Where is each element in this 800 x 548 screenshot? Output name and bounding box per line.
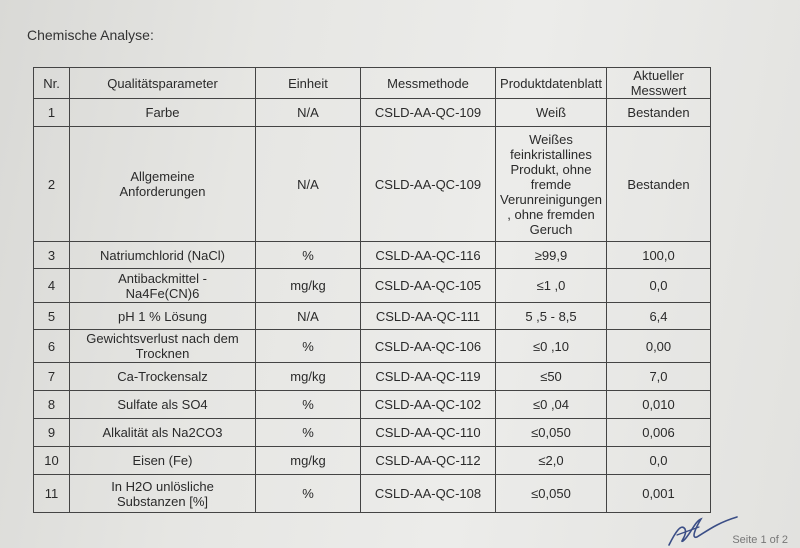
table-row <box>34 475 711 513</box>
cell-parameter: Antibackmittel - Na4Fe(CN)6 <box>70 269 256 303</box>
column-header-method: Messmethode <box>361 68 496 99</box>
table-row <box>34 242 711 269</box>
cell-unit: % <box>256 391 361 419</box>
cell-spec: Weiß <box>496 99 607 127</box>
column-header-value: Aktueller Messwert <box>607 68 711 99</box>
cell-spec: ≤0 ,04 <box>496 391 607 419</box>
cell-nr: 9 <box>34 419 70 447</box>
table-row <box>34 303 711 330</box>
cell-spec: ≤1 ,0 <box>496 269 607 303</box>
cell-method: CSLD-AA-QC-116 <box>361 242 496 269</box>
cell-value: 0,0 <box>607 447 711 475</box>
cell-parameter: Farbe <box>70 99 256 127</box>
table-row <box>34 127 711 242</box>
cell-unit: % <box>256 419 361 447</box>
cell-unit: N/A <box>256 99 361 127</box>
cell-spec: 5 ,5 - 8,5 <box>496 303 607 330</box>
cell-method: CSLD-AA-QC-106 <box>361 330 496 363</box>
cell-spec: ≥99,9 <box>496 242 607 269</box>
cell-value: Bestanden <box>607 99 711 127</box>
cell-parameter: Alkalität als Na2CO3 <box>70 419 256 447</box>
cell-method: CSLD-AA-QC-102 <box>361 391 496 419</box>
cell-parameter: Ca-Trockensalz <box>70 363 256 391</box>
analysis-table <box>33 67 711 513</box>
cell-method: CSLD-AA-QC-109 <box>361 127 496 242</box>
cell-method: CSLD-AA-QC-108 <box>361 475 496 513</box>
cell-unit: mg/kg <box>256 447 361 475</box>
cell-nr: 6 <box>34 330 70 363</box>
cell-method: CSLD-AA-QC-105 <box>361 269 496 303</box>
cell-spec: Weißes feinkristallines Produkt, ohne fremde Verunreinigungen , ohne fremden Geruch <box>496 127 607 242</box>
cell-parameter: pH 1 % Lösung <box>70 303 256 330</box>
cell-method: CSLD-AA-QC-119 <box>361 363 496 391</box>
cell-method: CSLD-AA-QC-111 <box>361 303 496 330</box>
cell-parameter: Natriumchlorid (NaCl) <box>70 242 256 269</box>
cell-spec: ≤0 ,10 <box>496 330 607 363</box>
cell-nr: 10 <box>34 447 70 475</box>
cell-spec: ≤50 <box>496 363 607 391</box>
table-row <box>34 330 711 363</box>
cell-unit: mg/kg <box>256 363 361 391</box>
cell-nr: 5 <box>34 303 70 330</box>
cell-nr: 11 <box>34 475 70 513</box>
column-header-nr: Nr. <box>34 68 70 99</box>
table-row <box>34 269 711 303</box>
table-row <box>34 363 711 391</box>
cell-parameter: Sulfate als SO4 <box>70 391 256 419</box>
cell-method: CSLD-AA-QC-109 <box>361 99 496 127</box>
cell-unit: N/A <box>256 127 361 242</box>
cell-unit: % <box>256 475 361 513</box>
table-header-row <box>34 68 711 99</box>
section-heading: Chemische Analyse: <box>27 27 154 43</box>
cell-spec: ≤2,0 <box>496 447 607 475</box>
table-row <box>34 391 711 419</box>
cell-value: 0,0 <box>607 269 711 303</box>
cell-method: CSLD-AA-QC-112 <box>361 447 496 475</box>
cell-parameter: Gewichtsverlust nach dem Trocknen <box>70 330 256 363</box>
cell-value: 7,0 <box>607 363 711 391</box>
cell-parameter: Eisen (Fe) <box>70 447 256 475</box>
cell-parameter: Allgemeine Anforderungen <box>70 127 256 242</box>
page-indicator: Seite 1 of 2 <box>732 534 788 546</box>
cell-nr: 8 <box>34 391 70 419</box>
cell-spec: ≤0,050 <box>496 419 607 447</box>
table-row <box>34 99 711 127</box>
table-row <box>34 447 711 475</box>
cell-value: 6,4 <box>607 303 711 330</box>
cell-value: 0,00 <box>607 330 711 363</box>
cell-nr: 4 <box>34 269 70 303</box>
table-row <box>34 419 711 447</box>
cell-spec: ≤0,050 <box>496 475 607 513</box>
cell-nr: 2 <box>34 127 70 242</box>
cell-method: CSLD-AA-QC-110 <box>361 419 496 447</box>
cell-value: Bestanden <box>607 127 711 242</box>
cell-unit: N/A <box>256 303 361 330</box>
cell-parameter: In H2O unlösliche Substanzen [%] <box>70 475 256 513</box>
column-header-parameter: Qualitätsparameter <box>70 68 256 99</box>
cell-unit: % <box>256 242 361 269</box>
cell-nr: 3 <box>34 242 70 269</box>
cell-value: 0,001 <box>607 475 711 513</box>
column-header-unit: Einheit <box>256 68 361 99</box>
cell-unit: mg/kg <box>256 269 361 303</box>
cell-nr: 1 <box>34 99 70 127</box>
cell-value: 0,006 <box>607 419 711 447</box>
cell-nr: 7 <box>34 363 70 391</box>
cell-value: 0,010 <box>607 391 711 419</box>
cell-value: 100,0 <box>607 242 711 269</box>
column-header-spec: Produktdatenblatt <box>496 68 607 99</box>
cell-unit: % <box>256 330 361 363</box>
